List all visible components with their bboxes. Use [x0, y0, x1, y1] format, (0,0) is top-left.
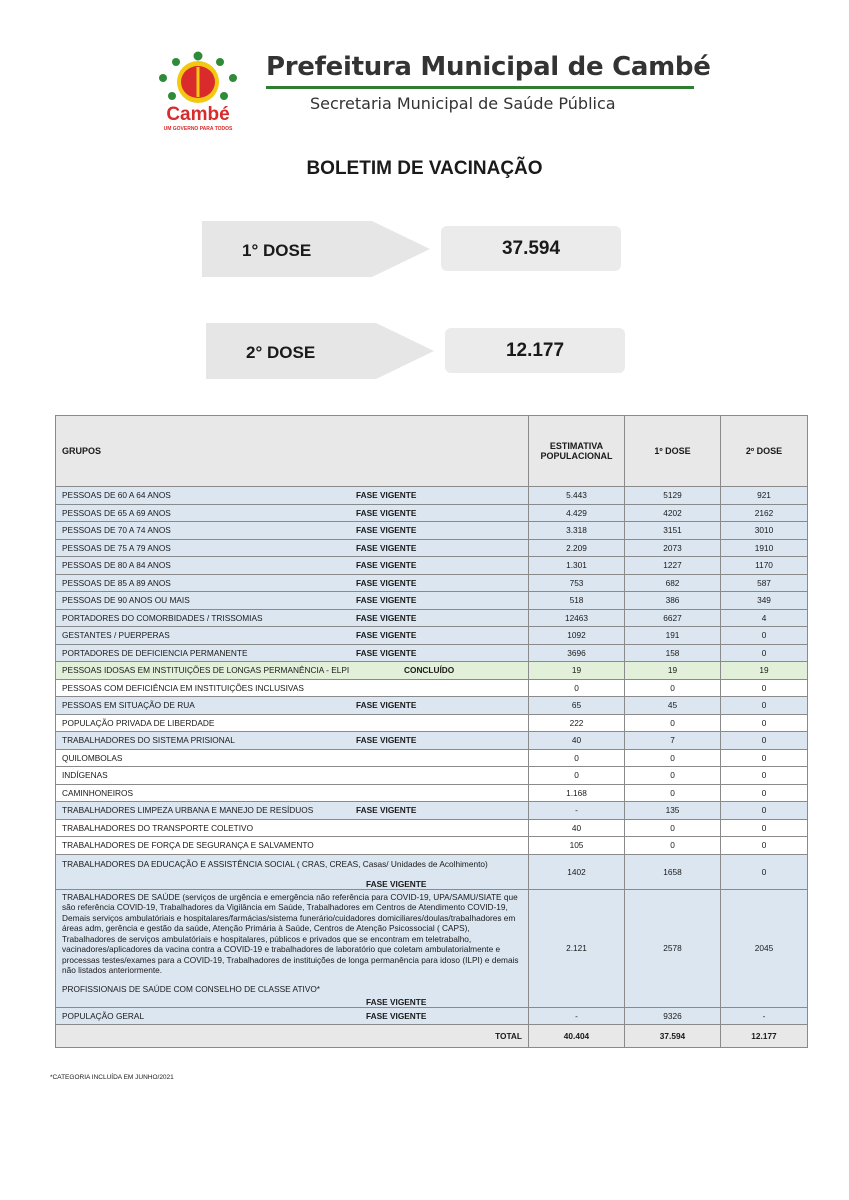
estimativa-cell: 0 [529, 679, 625, 697]
estimativa-cell: 12463 [529, 609, 625, 627]
dose1-cell: 158 [625, 644, 721, 662]
dose1-cell: 2578 [625, 889, 721, 1007]
estimativa-cell: 1.168 [529, 784, 625, 802]
status-badge: FASE VIGENTE [356, 647, 417, 658]
dose1-cell: 386 [625, 592, 721, 610]
dose2-cell: 0 [721, 819, 808, 837]
dose1-cell: 682 [625, 574, 721, 592]
group-name: PESSOAS EM SITUAÇÃO DE RUA [62, 700, 195, 711]
estimativa-cell: - [529, 802, 625, 820]
table-row [56, 819, 808, 837]
total-estimativa: 40.404 [529, 1025, 625, 1048]
estimativa-cell: 105 [529, 837, 625, 855]
status-badge: FASE VIGENTE [366, 878, 427, 889]
estimativa-cell: 3696 [529, 644, 625, 662]
dose1-value: 37.594 [441, 226, 621, 271]
dose2-cell: 587 [721, 574, 808, 592]
table-row [56, 802, 808, 820]
dose2-cell: 0 [721, 627, 808, 645]
table-row [56, 767, 808, 785]
dose2-cell: 0 [721, 644, 808, 662]
dose2-cell: 0 [721, 749, 808, 767]
dose2-cell: 0 [721, 679, 808, 697]
status-badge: FASE VIGENTE [356, 612, 417, 623]
dose2-cell: 0 [721, 697, 808, 715]
dose1-cell: 6627 [625, 609, 721, 627]
dose2-cell: 349 [721, 592, 808, 610]
group-name: PESSOAS DE 85 A 89 ANOS [62, 577, 171, 588]
group-name-2: PROFISSIONAIS DE SAÚDE COM CONSELHO DE CLASSE ATIVO* [62, 983, 321, 994]
group-name: POPULAÇÃO GERAL [62, 1010, 145, 1021]
table-row-total [56, 1025, 808, 1048]
table-row-health [56, 889, 808, 1007]
status-badge: FASE VIGENTE [356, 700, 417, 710]
header-dose1: 1º DOSE [625, 416, 721, 487]
estimativa-cell: 1092 [529, 627, 625, 645]
dose2-cell: 921 [721, 487, 808, 505]
dose2-cell: 4 [721, 609, 808, 627]
group-name: CAMINHONEIROS [62, 787, 133, 798]
group-name: PORTADORES DO COMORBIDADES / TRISSOMIAS [62, 612, 263, 623]
org-title: Prefeitura Municipal de Cambé [266, 52, 711, 82]
total-label: TOTAL [56, 1025, 529, 1048]
table-row [56, 592, 808, 610]
dose2-cell: 0 [721, 732, 808, 750]
group-name: PESSOAS DE 90 ANOS OU MAIS [62, 595, 190, 606]
dose1-label: 1° DOSE [242, 241, 312, 260]
status-badge: FASE VIGENTE [356, 490, 417, 500]
table-row [56, 749, 808, 767]
org-divider [266, 86, 694, 89]
dose2-cell: 0 [721, 714, 808, 732]
estimativa-cell: 4.429 [529, 504, 625, 522]
status-badge: FASE VIGENTE [356, 542, 417, 553]
group-name: PESSOAS DE 75 A 79 ANOS [62, 542, 171, 553]
estimativa-cell: 222 [529, 714, 625, 732]
status-badge: FASE VIGENTE [356, 805, 417, 815]
status-badge: FASE VIGENTE [356, 630, 417, 640]
dose2-label: 2° DOSE [246, 343, 316, 362]
group-name: PESSOAS DE 70 A 74 ANOS [62, 525, 171, 536]
dose1-cell: 3151 [625, 522, 721, 540]
status-badge: FASE VIGENTE [366, 996, 427, 1007]
total-dose1: 37.594 [625, 1025, 721, 1048]
table-row [56, 679, 808, 697]
estimativa-cell: 2.209 [529, 539, 625, 557]
estimativa-cell: 5.443 [529, 487, 625, 505]
estimativa-cell: 40 [529, 732, 625, 750]
dose1-cell: 4202 [625, 504, 721, 522]
table-row [56, 714, 808, 732]
estimativa-cell: 19 [529, 662, 625, 680]
group-name: PESSOAS DE 60 A 64 ANOS [62, 490, 171, 501]
logo-tagline: UM GOVERNO PARA TODOS [163, 126, 233, 132]
estimativa-cell: - [529, 1007, 625, 1025]
dose2-arrow [206, 323, 434, 379]
dose2-cell: 1910 [721, 539, 808, 557]
group-name: PESSOAS COM DEFICIÊNCIA EM INSTITUIÇÕES INCLUSIVAS [62, 682, 304, 693]
estimativa-cell: 1402 [529, 854, 625, 889]
table-row [56, 837, 808, 855]
estimativa-cell: 753 [529, 574, 625, 592]
estimativa-cell: 0 [529, 767, 625, 785]
table-header-row [56, 416, 808, 487]
dose1-cell: 0 [625, 749, 721, 767]
table-row [56, 784, 808, 802]
group-name: TRABALHADORES DA EDUCAÇÃO E ASSISTÊNCIA SOCIAL ( CRAS, CREAS, Casas/ Unidades de Acolhimento) [62, 858, 488, 869]
dose2-cell: 1170 [721, 557, 808, 575]
table-row [56, 557, 808, 575]
estimativa-cell: 65 [529, 697, 625, 715]
dose1-arrow [202, 221, 430, 277]
dose1-cell: 0 [625, 819, 721, 837]
status-badge: FASE VIGENTE [356, 525, 417, 535]
group-name: PESSOAS IDOSAS EM INSTITUIÇÕES DE LONGAS PERMANÊNCIA - ELPI [62, 665, 350, 676]
dose1-cell: 0 [625, 784, 721, 802]
org-subtitle: Secretaria Municipal de Saúde Pública [310, 94, 616, 113]
dose1-cell: 0 [625, 837, 721, 855]
dose2-cell: 0 [721, 767, 808, 785]
dose2-value: 12.177 [445, 328, 625, 373]
dose1-cell: 0 [625, 714, 721, 732]
status-badge: FASE VIGENTE [356, 560, 417, 570]
status-badge: FASE VIGENTE [356, 595, 417, 605]
status-badge: FASE VIGENTE [366, 1010, 427, 1021]
logo-text: Cambé [166, 104, 230, 125]
group-name: POPULAÇÃO PRIVADA DE LIBERDADE [62, 717, 215, 728]
table-row-education [56, 854, 808, 889]
vaccination-table [55, 415, 808, 1048]
dose1-cell: 2073 [625, 539, 721, 557]
dose2-cell: 3010 [721, 522, 808, 540]
dose1-cell: 191 [625, 627, 721, 645]
total-dose2: 12.177 [721, 1025, 808, 1048]
group-name: PESSOAS DE 65 A 69 ANOS [62, 507, 171, 518]
estimativa-cell: 0 [529, 749, 625, 767]
dose1-cell: 45 [625, 697, 721, 715]
dose1-cell: 7 [625, 732, 721, 750]
dose1-cell: 19 [625, 662, 721, 680]
estimativa-cell: 3.318 [529, 522, 625, 540]
dose2-cell: 0 [721, 854, 808, 889]
status-badge: FASE VIGENTE [356, 507, 417, 518]
dose2-cell: 2045 [721, 889, 808, 1007]
group-name: PESSOAS DE 80 A 84 ANOS [62, 560, 171, 571]
group-name: TRABALHADORES DE FORÇA DE SEGURANÇA E SALVAMENTO [62, 840, 314, 851]
dose2-cell: 19 [721, 662, 808, 680]
table-row [56, 522, 808, 540]
table-row [56, 574, 808, 592]
footnote: *CATEGORIA INCLUÍDA EM JUNHO/2021 [50, 1074, 174, 1081]
table-row [56, 487, 808, 505]
cambe-logo [152, 48, 244, 134]
header-dose2: 2º DOSE [721, 416, 808, 487]
dose2-cell: 0 [721, 784, 808, 802]
table-row [56, 732, 808, 750]
dose2-cell: 0 [721, 802, 808, 820]
table-row [56, 609, 808, 627]
dose2-cell: 0 [721, 837, 808, 855]
dose1-cell: 5129 [625, 487, 721, 505]
status-badge: FASE VIGENTE [356, 577, 417, 588]
group-name: TRABALHADORES DE SAÚDE (serviços de urgência e emergência não referência para COVID-19, UPA/SAMU/SIATE que são referência COVID-19, Trabalhadores da Vigilância em Saúde, Trabalhadores em Centros de Atendimento COVID-19, Demais serviços ambulatóriais e hospitalares/farmácias/sistema funerário/cuidadores domiciliares/doulas/trabalhadores em áreas adm, gerência e gestão da saúde, Atenção Primária à Saúde, Centros de Atenção Psicossocial ( CAPS), Trabalhadores de serviços ambulatóriais e hospitalares, públicos e privados que se encontram em teletrabalho, vacinadores/aplicadores da vacina contra a COVID-19 e trabalhadores de laboratório que coletam ambulatorialmente e processas testes/exames para a COVID-19, Trabalhadores de instituições de longa permanência para idoso (ILPI) e demais não listados anteriormente. [62, 891, 519, 975]
group-name: TRABALHADORES DO TRANSPORTE COLETIVO [62, 822, 254, 833]
dose1-cell: 135 [625, 802, 721, 820]
table-row [56, 644, 808, 662]
dose1-cell: 9326 [625, 1007, 721, 1025]
group-name: INDÍGENAS [62, 770, 108, 781]
estimativa-cell: 40 [529, 819, 625, 837]
table-row [56, 662, 808, 680]
estimativa-cell: 518 [529, 592, 625, 610]
dose1-cell: 1658 [625, 854, 721, 889]
header-estimativa: ESTIMATIVA POPULACIONAL [529, 416, 625, 487]
group-name: PORTADORES DE DEFICIENCIA PERMANENTE [62, 647, 248, 658]
group-name: TRABALHADORES LIMPEZA URBANA E MANEJO DE RESÍDUOS [62, 805, 314, 816]
document-title: BOLETIM DE VACINAÇÃO [306, 158, 543, 179]
dose2-cell: 2162 [721, 504, 808, 522]
status-badge: FASE VIGENTE [356, 735, 417, 745]
dose2-cell: - [721, 1007, 808, 1025]
table-row-general [56, 1007, 808, 1025]
estimativa-cell: 2.121 [529, 889, 625, 1007]
table-row [56, 627, 808, 645]
header-grupos: GRUPOS [56, 416, 529, 487]
dose1-cell: 0 [625, 679, 721, 697]
estimativa-cell: 1.301 [529, 557, 625, 575]
group-name: GESTANTES / PUERPERAS [62, 630, 170, 641]
dose1-cell: 1227 [625, 557, 721, 575]
group-name: TRABALHADORES DO SISTEMA PRISIONAL [62, 735, 235, 746]
table-row [56, 697, 808, 715]
table-row [56, 539, 808, 557]
group-name: QUILOMBOLAS [62, 752, 123, 763]
status-badge: CONCLUÍDO [404, 665, 455, 675]
dose1-cell: 0 [625, 767, 721, 785]
table-row [56, 504, 808, 522]
